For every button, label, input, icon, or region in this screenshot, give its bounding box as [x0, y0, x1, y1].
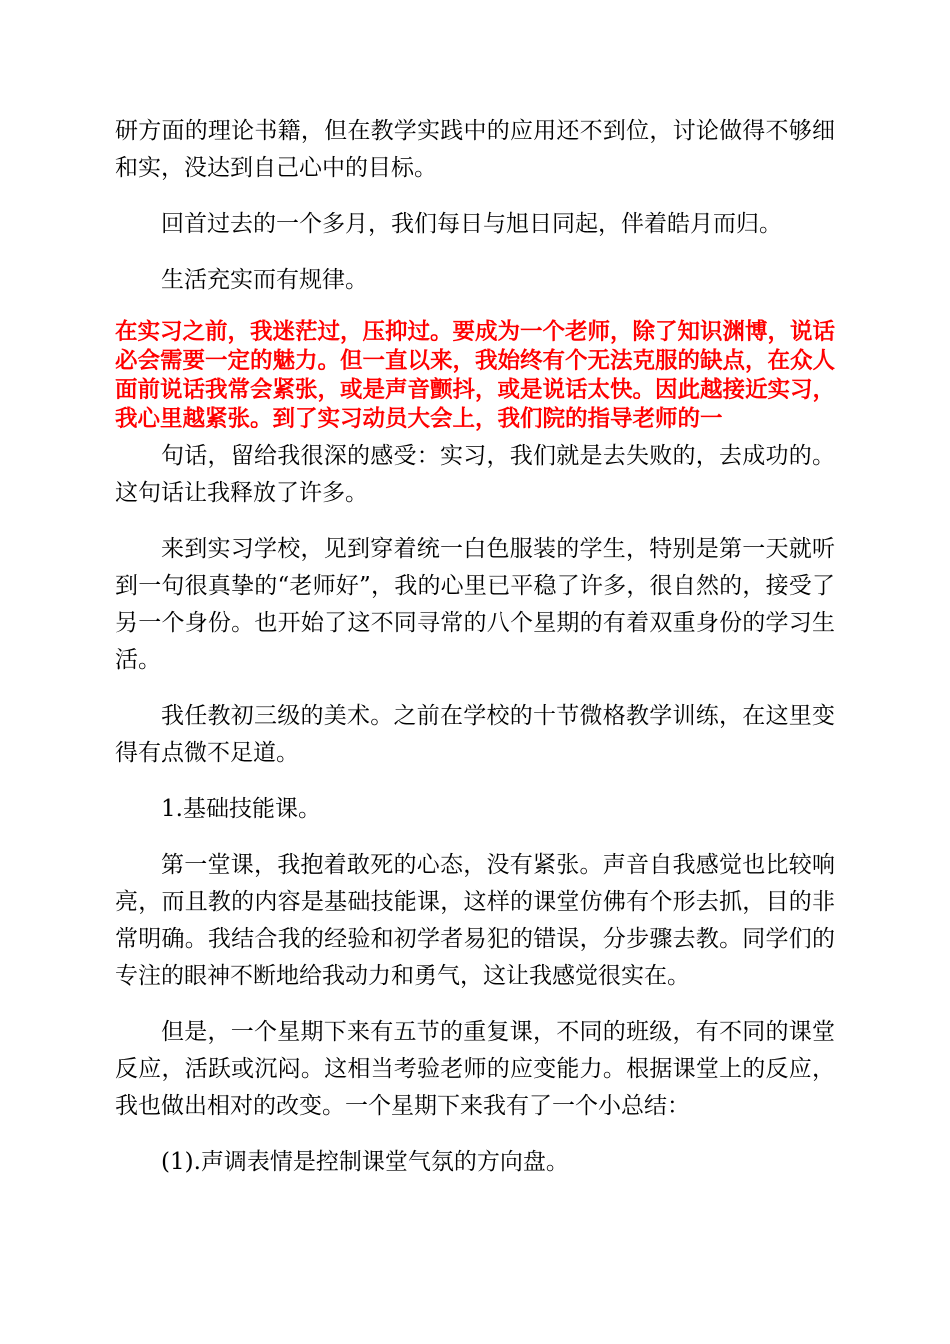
document-body [115, 113, 835, 1200]
paragraph-2: 回首过去的一个多月，我们每日与旭日同起，伴着皓月而归。 [161, 211, 782, 237]
list-item-1: (1).声调表情是控制课堂气氛的方向盘。 [161, 1149, 569, 1175]
paragraph-10: 但是，一个星期下来有五节的重复课，不同的班级，有不同的课堂反应，活跃或沉闷。这相当考验老师的应变能力。根据课堂上的反应，我也做出相对的改变。一个星期下来我有了一个小总结： [115, 1019, 835, 1119]
paragraph-5: 句话，留给我很深的感受：实习，我们就是去失败的，去成功的。这句话让我释放了许多。 [115, 443, 835, 506]
highlighted-paragraph: 在实习之前，我迷茫过，压抑过。要成为一个老师，除了知识渊博，说话必会需要一定的魅力。但一直以来，我始终有个无法克服的缺点，在众人面前说话我常会紧张，或是声音颤抖，或是说话太快。因此越接近实习，我心里越紧张。到了实习动员大会上，我们院的指导老师的一 [115, 319, 836, 432]
paragraph-7: 我任教初三级的美术。之前在学校的十节微格教学训练，在这里变得有点微不足道。 [115, 703, 835, 766]
paragraph-9: 第一堂课，我抱着敢死的心态，没有紧张。声音自我感觉也比较响亮，而且教的内容是基础技能课，这样的课堂仿佛有个形去抓，目的非常明确。我结合我的经验和初学者易犯的错误，分步骤去教。同学们的专注的眼神不断地给我动力和勇气，这让我感觉很实在。 [115, 852, 835, 989]
paragraph-3: 生活充实而有规律。 [161, 267, 368, 293]
section-heading: 1.基础技能课。 [161, 796, 321, 822]
paragraph-1: 研方面的理论书籍，但在教学实践中的应用还不到位，讨论做得不够细和实，没达到自己心中的目标。 [115, 118, 835, 181]
paragraph-6: 来到实习学校，见到穿着统一白色服装的学生，特别是第一天就听到一句很真挚的“老师好”，我的心里已平稳了许多，很自然的，接受了另一个身份。也开始了这不同寻常的八个星期的有着双重身份的学习生活。 [115, 536, 835, 673]
